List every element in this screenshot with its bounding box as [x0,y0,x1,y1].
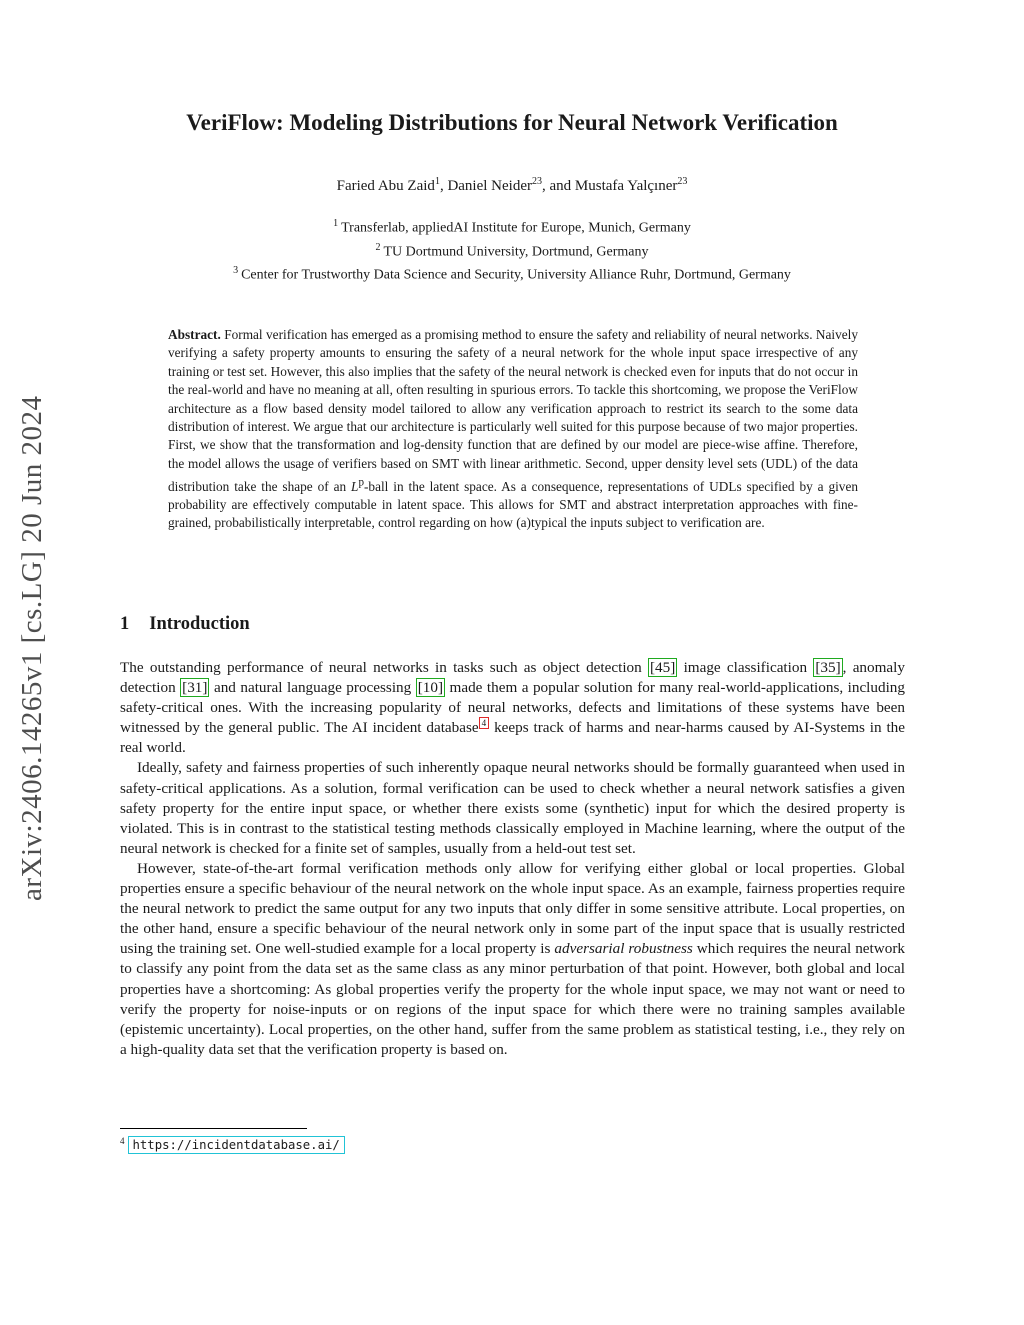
affiliation-text: Transferlab, appliedAI Institute for Europe, Munich, Germany [341,220,691,236]
affiliation-2 [60,238,964,262]
affiliation-marker: 2 [375,241,381,253]
footnote-url-link[interactable]: https://incidentdatabase.ai/ [128,1136,345,1154]
section-title: Introduction [149,614,250,634]
paragraph: However, state-of-the-art formal verification methods only allow for verifying either global or local properties. Global properties ensure a specific behaviour of the neural network on the whole input space. As an example, fairness properties require the neural network to predict the same output for any two inputs that only differ in some sensitive attribute. Local properties, on the other hand, ensure a specific behaviour of the neural network only in some part of the input space that is usually restricted using the training set. One well-studied example for a local property is adversarial robustness which requires the neural network to classify any point from the data set as the same class as any minor perturbation of that point. However, both global and local properties have a shortcoming: As global properties verify the property for the whole input space, we may not want or need to verify the property for noise-inputs or on regions of the input space for which there were no training samples available (epistemic uncertainty). Local properties, on the other hand, suffer from the same problem as statistical testing, i.e., they rely on a high-quality data set that the verification property is based on. [120,859,905,1058]
citation-link[interactable]: [10] [417,679,444,697]
footnote-marker: 4 [120,1136,125,1146]
citation-link[interactable]: [45] [650,659,676,676]
affiliation-marker: 3 [233,265,239,277]
superscript: 23 [677,176,688,187]
superscript: 23 [531,176,542,187]
italic-text: adversarial robustness [554,940,693,958]
section-number: 1 [120,614,130,634]
paragraph: Ideally, safety and fairness properties of such inherently opaque neural networks should be formally guaranteed when used in safety-critical applications. As a solution, formal verification can be used to check whether a neural network satisfies a given safety property for the entire input space, or whether there exists some (synthetic) input for which the desired property is violated. This is in contrast to the statistical testing methods classically employed in Machine learning, where the output of the neural network is checked for a finite set of samples, usually from a held-out test set. [120,759,905,857]
footnote-ref-link[interactable]: 4 [479,717,490,729]
paper-title: VeriFlow: Modeling Distributions for Neural Network Verification [186,110,838,135]
section-heading-introduction [120,614,905,635]
citation-link[interactable]: [35] [815,659,841,676]
arxiv-watermark: arXiv:2406.14265v1 [cs.LG] 20 Jun 2024 [16,395,48,901]
footnote-rule [120,1128,307,1129]
paragraph: The outstanding performance of neural networks in tasks such as object detection [45] image classification [35] , anomaly detection [31] and natural language processing [10] made them a popular solution for many real-world-applications, including safety-critical ones. With the increasing popularity of neural networks, defects and limitations of these systems have been witnessed by the general public. The AI incident database $^4$ keeps track of harms and near-harms caused by AI-Systems in the real world. [120,659,906,757]
introduction-body [120,658,905,1060]
abstract [168,326,858,533]
affiliation-text: Center for Trustworthy Data Science and Security, University Alliance Ruhr, Dortmund, Germany [241,267,791,283]
footnote [120,1136,905,1153]
authors-line: Faried Abu Zaid$^1$, Daniel Neider$^{23}$, and Mustafa Yalçıner$^{23}$ [336,176,688,194]
footnote-area [120,1128,905,1153]
italic-text: L [351,478,359,494]
abstract-label: Abstract. [168,327,221,342]
affiliation-3 [60,261,964,285]
citation-link[interactable]: [31] [182,679,208,697]
superscript: p [358,476,364,489]
affiliation-text: TU Dortmund University, Dortmund, Germany [383,244,649,260]
affiliations [60,214,964,285]
affiliation-1 [60,214,964,238]
abstract-text: Formal verification has emerged as a promising method to ensure the safety and reliability of neural networks. Naively verifying a safety property amounts to ensuring the safety of a neural network for the whole input space irrespective of any training or test set. However, this also implies that the safety of the neural network is checked even for inputs that do not occur in the real-world and have no meaning at all, often resulting in spurious errors. To tackle this shortcoming, we propose the VeriFlow architecture as a flow based density model tailored to allow any verification approach to restrict its search to the some data distribution of interest. We argue that our architecture is particularly well suited for this purpose because of two major properties. First, we show that the transformation and log-density function that are defined by our model are piece-wise affine. Therefore, the model allows the usage of verifiers based on SMT with linear arithmetic. Second, upper density level sets (UDL) of the data distribution take the shape of an $L^p$-ball in the latent space. As a consequence, representations of UDLs specified by a given probability are effectively computable in latent space. This allows for SMT and abstract interpretation approaches with fine-grained, probabilistically interpretable, control regarding on how (a)typical the inputs subject to verification are. [168,327,859,531]
superscript: 1 [434,176,440,187]
affiliation-marker: 1 [333,218,339,229]
